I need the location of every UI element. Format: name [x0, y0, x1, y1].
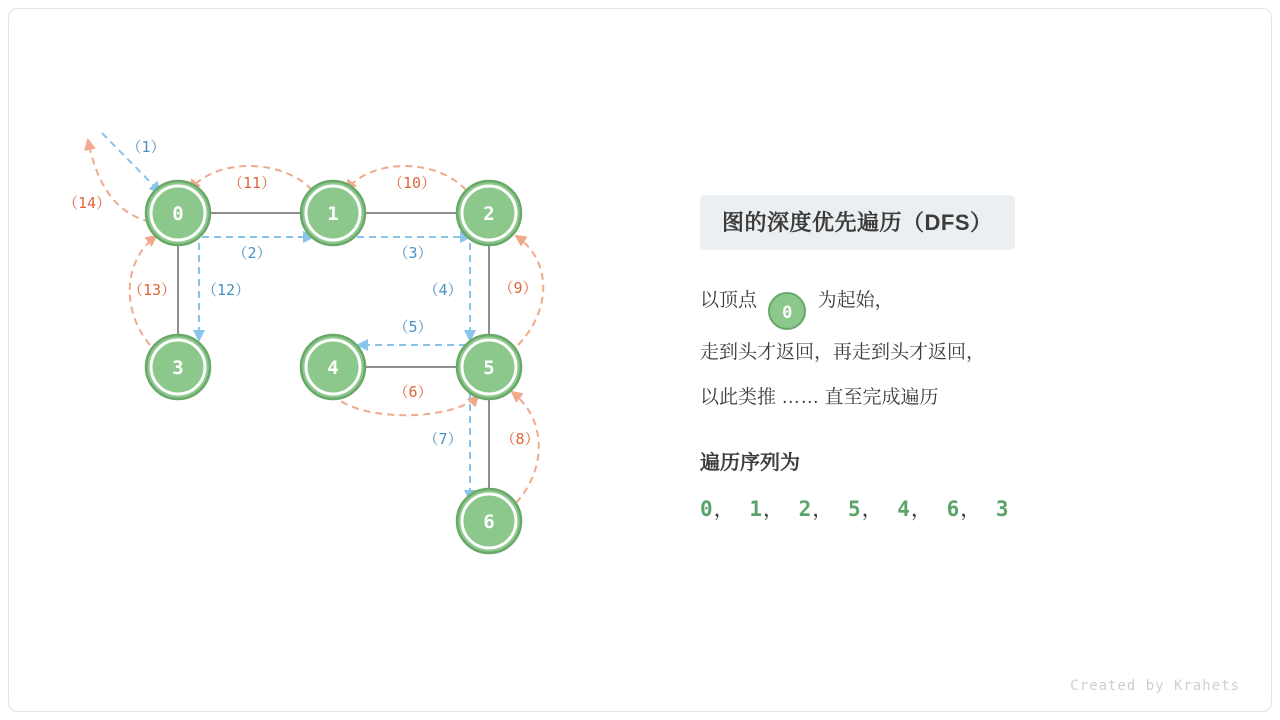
step-label-14: （14） [62, 194, 112, 212]
seq-item-5: 6 [946, 497, 961, 521]
step-label-5: （5） [393, 318, 433, 336]
seq-sep-1: ， [762, 497, 785, 521]
seq-sep-4: ， [910, 497, 933, 521]
step-label-4: （4） [423, 281, 463, 299]
desc-line-2: 走到头才返回，再走到头才返回， [700, 342, 986, 363]
panel-title: 图的深度优先遍历（DFS） [700, 195, 1015, 250]
graph-node-6[interactable] [457, 489, 521, 553]
node-label-4: 4 [327, 357, 339, 379]
desc-line-1 [700, 278, 1220, 330]
graph-node-0[interactable] [146, 181, 210, 245]
inline-start-node: 0 [768, 292, 806, 330]
seq-sep-2: ， [812, 497, 835, 521]
node-label-2: 2 [483, 203, 495, 225]
explanation-panel [700, 195, 1220, 523]
step-label-10: （10） [387, 174, 437, 192]
step-label-8: （8） [500, 430, 540, 448]
step-label-12: （12） [201, 281, 251, 299]
graph-node-3[interactable] [146, 335, 210, 399]
node-label-0: 0 [172, 203, 184, 225]
seq-item-2: 2 [798, 497, 813, 521]
step-label-6: （6） [393, 383, 433, 401]
credit-text: Created by Krahets [1070, 678, 1240, 694]
node-label-1: 1 [327, 203, 339, 225]
step-label-9: （9） [498, 279, 538, 297]
desc-line-3: 以此类推 …… 直至完成遍历 [700, 387, 939, 408]
seq-item-6: 3 [995, 497, 1010, 521]
sequence-values [700, 493, 1220, 523]
node-label-3: 3 [172, 357, 184, 379]
panel-description [700, 278, 1220, 420]
graph-node-4[interactable] [301, 335, 365, 399]
graph-node-5[interactable] [457, 335, 521, 399]
step-label-7: （7） [423, 430, 463, 448]
desc-line-1-post: 为起始， [817, 290, 894, 311]
node-label-5: 5 [483, 357, 495, 379]
step-label-11: （11） [227, 174, 277, 192]
seq-sep-5: ， [960, 497, 983, 521]
seq-item-4: 4 [897, 497, 911, 521]
seq-item-0: 0 [700, 497, 714, 521]
seq-sep-0: ， [713, 497, 736, 521]
graph-node-2[interactable] [457, 181, 521, 245]
step-labels [63, 138, 540, 448]
node-label-6: 6 [483, 511, 495, 533]
graph-node-1[interactable] [301, 181, 365, 245]
step-label-3: （3） [393, 244, 433, 262]
seq-item-1: 1 [749, 497, 763, 521]
step-label-1: （1） [126, 138, 166, 156]
seq-item-3: 5 [847, 497, 862, 521]
seq-sep-3: ， [861, 497, 884, 521]
step-label-13: （13） [127, 281, 177, 299]
desc-line-1-pre: 以顶点 [700, 290, 763, 311]
sequence-title: 遍历序列为 [700, 452, 800, 474]
step-label-2: （2） [232, 244, 272, 262]
